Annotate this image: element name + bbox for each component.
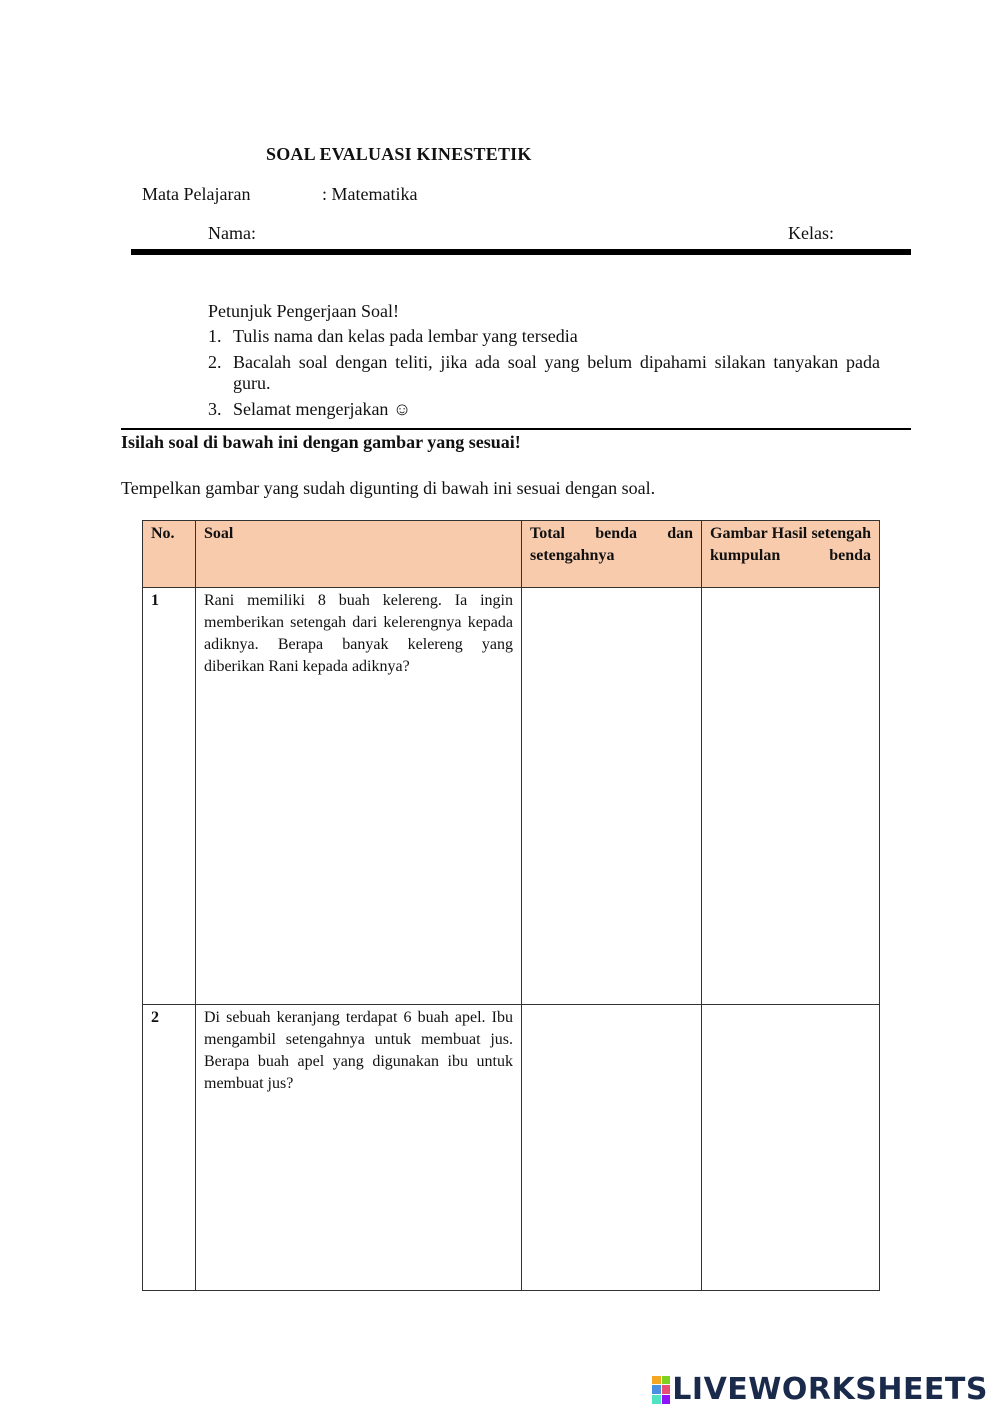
question-table	[142, 520, 880, 1291]
paste-instruction: Tempelkan gambar yang sudah digunting di bawah ini sesuai dengan soal.	[121, 478, 656, 498]
header-picture: Gambar Hasil setengah kumpulan benda	[702, 521, 880, 588]
instructions-list	[208, 326, 880, 425]
instruction-text: Bacalah soal dengan teliti, jika ada soal yang belum dipahami silakan tanyakan pada guru.	[233, 352, 880, 393]
instruction-number: 2.	[208, 352, 222, 372]
header-divider	[131, 249, 911, 255]
row-number: 1	[143, 588, 196, 1005]
picture-drop-zone[interactable]	[702, 588, 880, 1005]
table-row	[143, 1005, 880, 1291]
instruction-item	[208, 399, 880, 420]
section-divider	[121, 428, 911, 430]
total-drop-zone[interactable]	[522, 1005, 702, 1291]
subject-label: Mata Pelajaran	[142, 184, 251, 204]
row-number: 2	[143, 1005, 196, 1291]
instruction-number: 1.	[208, 326, 222, 346]
table-row	[143, 588, 880, 1005]
question-text: Rani memiliki 8 buah kelereng. Ia ingin memberikan setengah dari kelerengnya kepada adiknya. Berapa banyak kelereng yang diberikan Rani kepada adiknya?	[196, 588, 522, 1005]
subject-value: : Matematika	[322, 184, 418, 204]
name-label: Nama:	[208, 223, 256, 243]
liveworksheets-logo[interactable]	[652, 1372, 988, 1407]
class-label: Kelas:	[788, 223, 834, 243]
header-question: Soal	[196, 521, 522, 588]
header-total: Total benda dan setengahnya	[522, 521, 702, 588]
logo-text: LIVEWORKSHEETS	[672, 1372, 988, 1407]
document-title: SOAL EVALUASI KINESTETIK	[266, 144, 532, 164]
header-no: No.	[143, 521, 196, 588]
instruction-number: 3.	[208, 399, 222, 419]
total-drop-zone[interactable]	[522, 588, 702, 1005]
instruction-item	[208, 326, 880, 347]
task-heading: Isilah soal di bawah ini dengan gambar yang sesuai!	[121, 432, 521, 452]
instructions-title: Petunjuk Pengerjaan Soal!	[208, 301, 399, 321]
instruction-text: Selamat mengerjakan ☺	[233, 399, 412, 419]
picture-drop-zone[interactable]	[702, 1005, 880, 1291]
table-header-row	[143, 521, 880, 588]
instruction-item	[208, 352, 880, 394]
logo-mark-icon	[652, 1376, 670, 1404]
instruction-text: Tulis nama dan kelas pada lembar yang tersedia	[233, 326, 578, 346]
question-text: Di sebuah keranjang terdapat 6 buah apel. Ibu mengambil setengahnya untuk membuat jus. Berapa buah apel yang digunakan ibu untuk membuat jus?	[196, 1005, 522, 1291]
